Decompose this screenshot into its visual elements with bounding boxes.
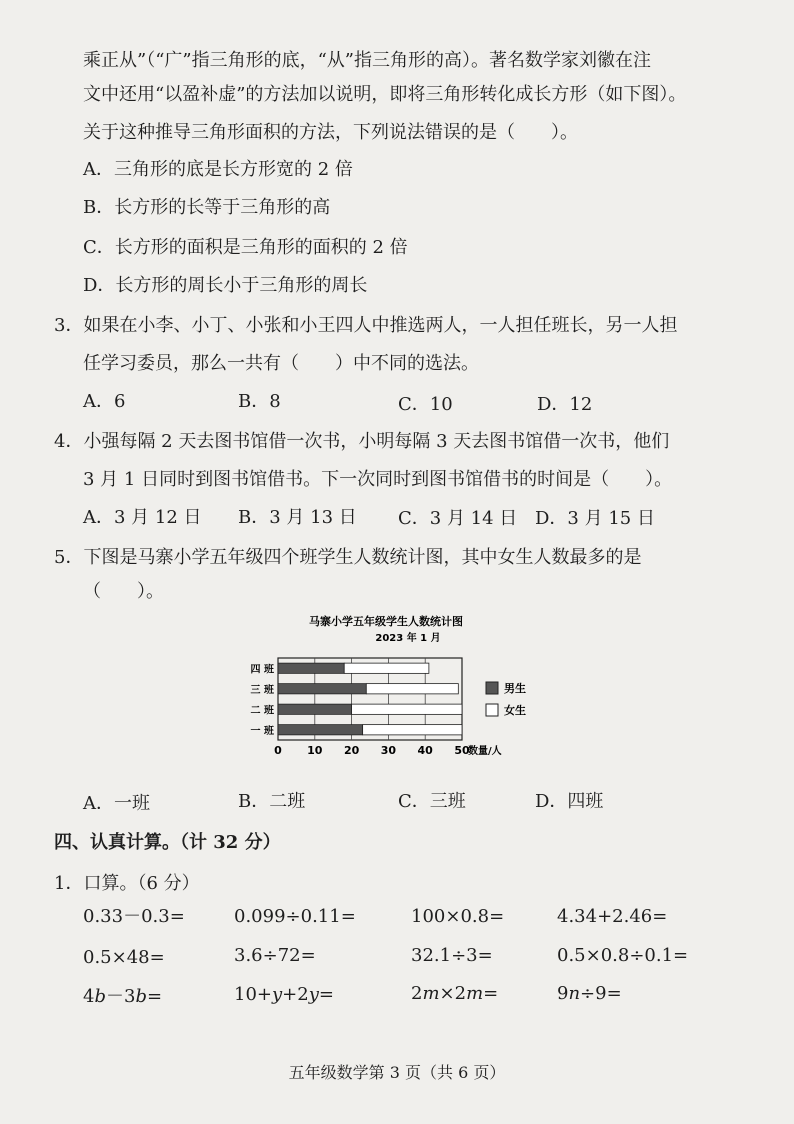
q4-line-1: 4．小强每隔 2 天去图书馆借一次书，小明每隔 3 天去图书馆借一次书，他们	[54, 431, 670, 452]
chart-bar-boys	[278, 725, 363, 735]
q2-line-3: 关于这种推导三角形面积的方法，下列说法错误的是（ ）。	[83, 122, 578, 143]
q5-line-1: 5．下图是马寨小学五年级四个班学生人数统计图，其中女生人数最多的是	[54, 547, 642, 568]
chart-tick-label: 10	[307, 744, 323, 757]
calc-2-2: 3.6÷72=	[234, 945, 316, 966]
q4-option-d: D．3 月 15 日	[535, 508, 655, 529]
q4-option-b: B．3 月 13 日	[238, 507, 357, 528]
chart-bars	[278, 663, 462, 735]
chart-bar-girls	[344, 663, 429, 673]
chart-category-label: 一 班	[250, 725, 274, 737]
q3-line-2: 任学习委员，那么一共有（ ）中不同的选法。	[83, 353, 479, 374]
calc-3-3: 2m×2m=	[411, 983, 499, 1004]
q3-option-c: C．10	[398, 394, 453, 415]
calc-3-4: 9n÷9=	[557, 983, 622, 1004]
calc-1-4: 4.34+2.46=	[557, 906, 668, 927]
chart-bar-boys	[278, 663, 344, 673]
q4-line-2: 3 月 1 日同时到图书馆借书。下一次同时到图书馆借书的时间是（ ）。	[83, 469, 673, 490]
q4-option-a: A．3 月 12 日	[83, 507, 202, 528]
calc-2-1: 0.5×48=	[83, 947, 165, 968]
chart-tick-label: 30	[380, 744, 397, 757]
page-footer: 五年级数学第 3 页（共 6 页）	[288, 1063, 506, 1082]
chart-tick-label: 40	[417, 744, 433, 757]
chart-tick-label: 50	[454, 744, 470, 757]
chart-tick-labels	[274, 744, 470, 757]
q2-line-2: 文中还用“以盈补虚”的方法加以说明，即将三角形转化成长方形（如下图）。	[83, 84, 687, 105]
q4-option-c: C．3 月 14 日	[398, 508, 518, 529]
q5-option-d: D．四班	[535, 791, 604, 812]
q2-option-b: B．长方形的长等于三角形的高	[83, 197, 331, 218]
q5-line-2: （ ）。	[83, 581, 164, 602]
chart-title: 马寨小学五年级学生人数统计图	[309, 615, 463, 628]
class-student-chart	[236, 612, 566, 770]
chart-legend	[486, 681, 526, 717]
chart-tick-label: 0	[274, 744, 282, 757]
calc-1-3: 100×0.8=	[411, 906, 505, 927]
chart-legend-swatch	[486, 682, 498, 694]
q5-option-b: B．二班	[238, 791, 306, 812]
q3-line-1: 3．如果在小李、小丁、小张和小王四人中推选两人，一人担任班长，另一人担	[54, 315, 678, 336]
chart-bar-girls	[366, 684, 458, 694]
calc-2-3: 32.1÷3=	[411, 945, 493, 966]
q5-option-c: C．三班	[398, 791, 466, 812]
chart-legend-swatch	[486, 704, 498, 716]
section-4-q1-title: 1．口算。（6 分）	[54, 873, 200, 894]
chart-category-label: 二 班	[250, 705, 274, 717]
chart-subtitle: 2023 年 1 月	[375, 633, 441, 644]
chart-bar-boys	[278, 704, 352, 714]
chart-bar-girls	[363, 725, 462, 735]
chart-tick-label: 20	[343, 744, 360, 757]
q3-option-d: D．12	[537, 394, 593, 415]
chart-category-labels	[251, 662, 275, 737]
q2-option-c: C．长方形的面积是三角形的面积的 2 倍	[83, 237, 408, 258]
q2-option-d: D．长方形的周长小于三角形的周长	[83, 275, 368, 296]
chart-x-axis-label: 数量/人	[468, 746, 502, 757]
q2-option-a: A．三角形的底是长方形宽的 2 倍	[83, 159, 353, 180]
calc-2-4: 0.5×0.8÷0.1=	[557, 945, 689, 966]
chart-legend-label: 男生	[504, 682, 526, 695]
section-4-title: 四、认真计算。（计 32 分）	[54, 832, 281, 853]
calc-1-1: 0.33－0.3=	[83, 906, 185, 927]
calc-3-1: 4b－3b=	[83, 986, 163, 1007]
chart-category-label: 四 班	[250, 664, 274, 676]
q3-option-b: B．8	[238, 391, 281, 412]
calc-3-2: 10+y+2y=	[234, 984, 334, 1005]
q3-option-a: A．6	[83, 391, 126, 412]
chart-legend-label: 女生	[504, 704, 526, 717]
q2-line-1: 乘正从”（“广”指三角形的底，“从”指三角形的高）。著名数学家刘徽在注	[83, 50, 652, 71]
q5-option-a: A．一班	[83, 793, 150, 814]
chart-category-label: 三 班	[250, 684, 274, 696]
chart-bar-girls	[352, 704, 462, 714]
calc-1-2: 0.099÷0.11=	[234, 906, 356, 927]
chart-bar-boys	[278, 684, 366, 694]
